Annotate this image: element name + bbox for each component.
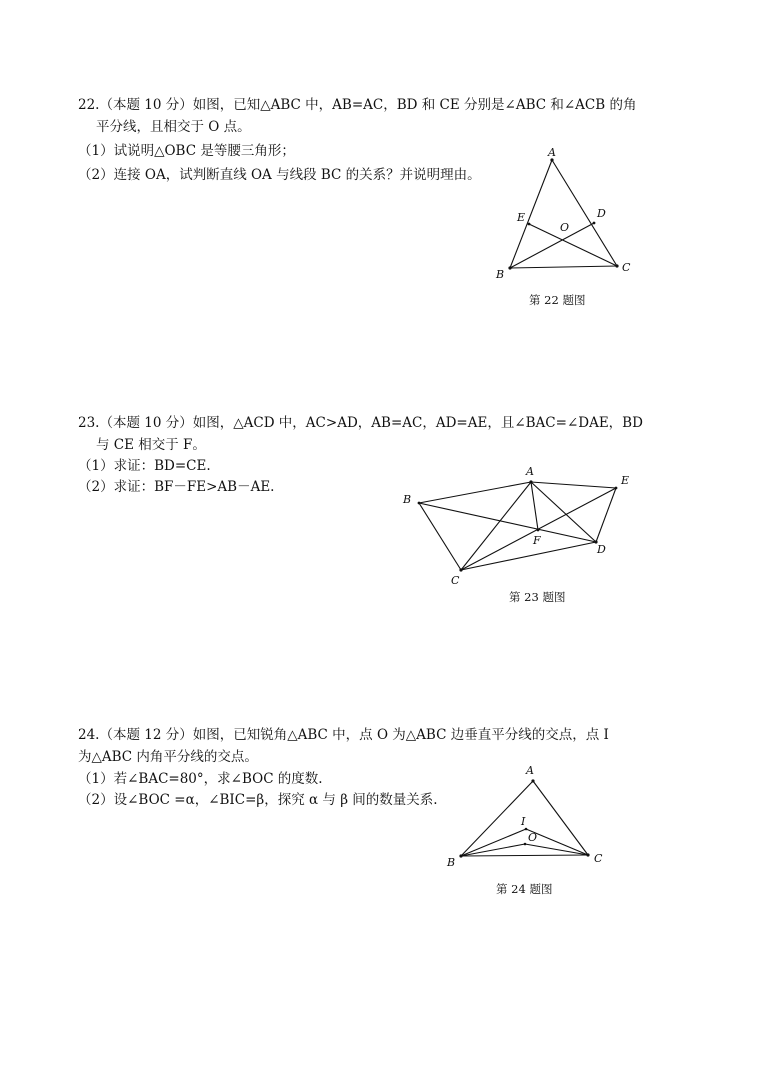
- label-a: A: [548, 146, 556, 159]
- problem-22-line-2: 平分线，且相交于 O 点。: [96, 119, 251, 135]
- problem-22-line-4: （2）连接 OA，试判断直线 OA 与线段 BC 的关系？并说明理由。: [78, 167, 481, 183]
- problem-22-line-3: （1）试说明△OBC 是等腰三角形；: [78, 143, 295, 159]
- point-a: [531, 779, 534, 782]
- label-o: O: [528, 831, 538, 844]
- label-i: I: [521, 815, 526, 828]
- label-o: O: [560, 221, 570, 234]
- point-c: [586, 853, 589, 856]
- problem-24-line-2: 为△ABC 内角平分线的交点。: [78, 749, 258, 765]
- problem-24-line-4: （2）设∠BOC =α，∠BIC=β，探究 α 与 β 间的数量关系.: [78, 792, 438, 808]
- segment-bc: [461, 855, 588, 856]
- label-a: A: [526, 764, 534, 777]
- problem-23-line-3: （1）求证：BD=CE.: [78, 458, 211, 474]
- point-o: [524, 843, 527, 846]
- figure-23-caption: 第 23 题图: [509, 590, 566, 604]
- label-c: C: [622, 261, 631, 274]
- label-a: A: [526, 465, 534, 478]
- problem-24-line-1: 24.（本题 12 分）如图，已知锐角△ABC 中，点 O 为△ABC 边垂直平分线的交点，点 I: [78, 727, 609, 743]
- problem-24-line-3: （1）若∠BAC=80°，求∠BOC 的度数.: [78, 771, 323, 787]
- label-e: E: [517, 211, 526, 224]
- label-d: D: [597, 207, 606, 220]
- label-c: C: [451, 574, 460, 587]
- segment-bi: [461, 829, 526, 856]
- label-e: E: [621, 474, 630, 487]
- point-b: [459, 854, 462, 857]
- label-d: D: [597, 543, 606, 556]
- figure-22-caption: 第 22 题图: [529, 293, 586, 307]
- label-b: B: [447, 856, 456, 869]
- segment-co: [525, 844, 588, 855]
- label-b: B: [496, 268, 505, 281]
- problem-22-line-1: 22.（本题 10 分）如图，已知△ABC 中，AB=AC，BD 和 CE 分别是∠ABC 和∠ACB 的角: [78, 97, 637, 113]
- problem-23-line-4: （2）求证：BF－FE>AB－AE.: [78, 479, 275, 495]
- problem-23-line-1: 23.（本题 10 分）如图，△ACD 中，AC>AD，AB=AC，AD=AE，且∠BAC=∠DAE，BD: [78, 415, 643, 431]
- point-i: [525, 828, 528, 831]
- label-c: C: [594, 852, 603, 865]
- figure-24-caption: 第 24 题图: [496, 882, 553, 896]
- label-b: B: [403, 493, 412, 506]
- problem-23-line-2: 与 CE 相交于 F。: [96, 437, 206, 453]
- label-f: F: [533, 534, 541, 547]
